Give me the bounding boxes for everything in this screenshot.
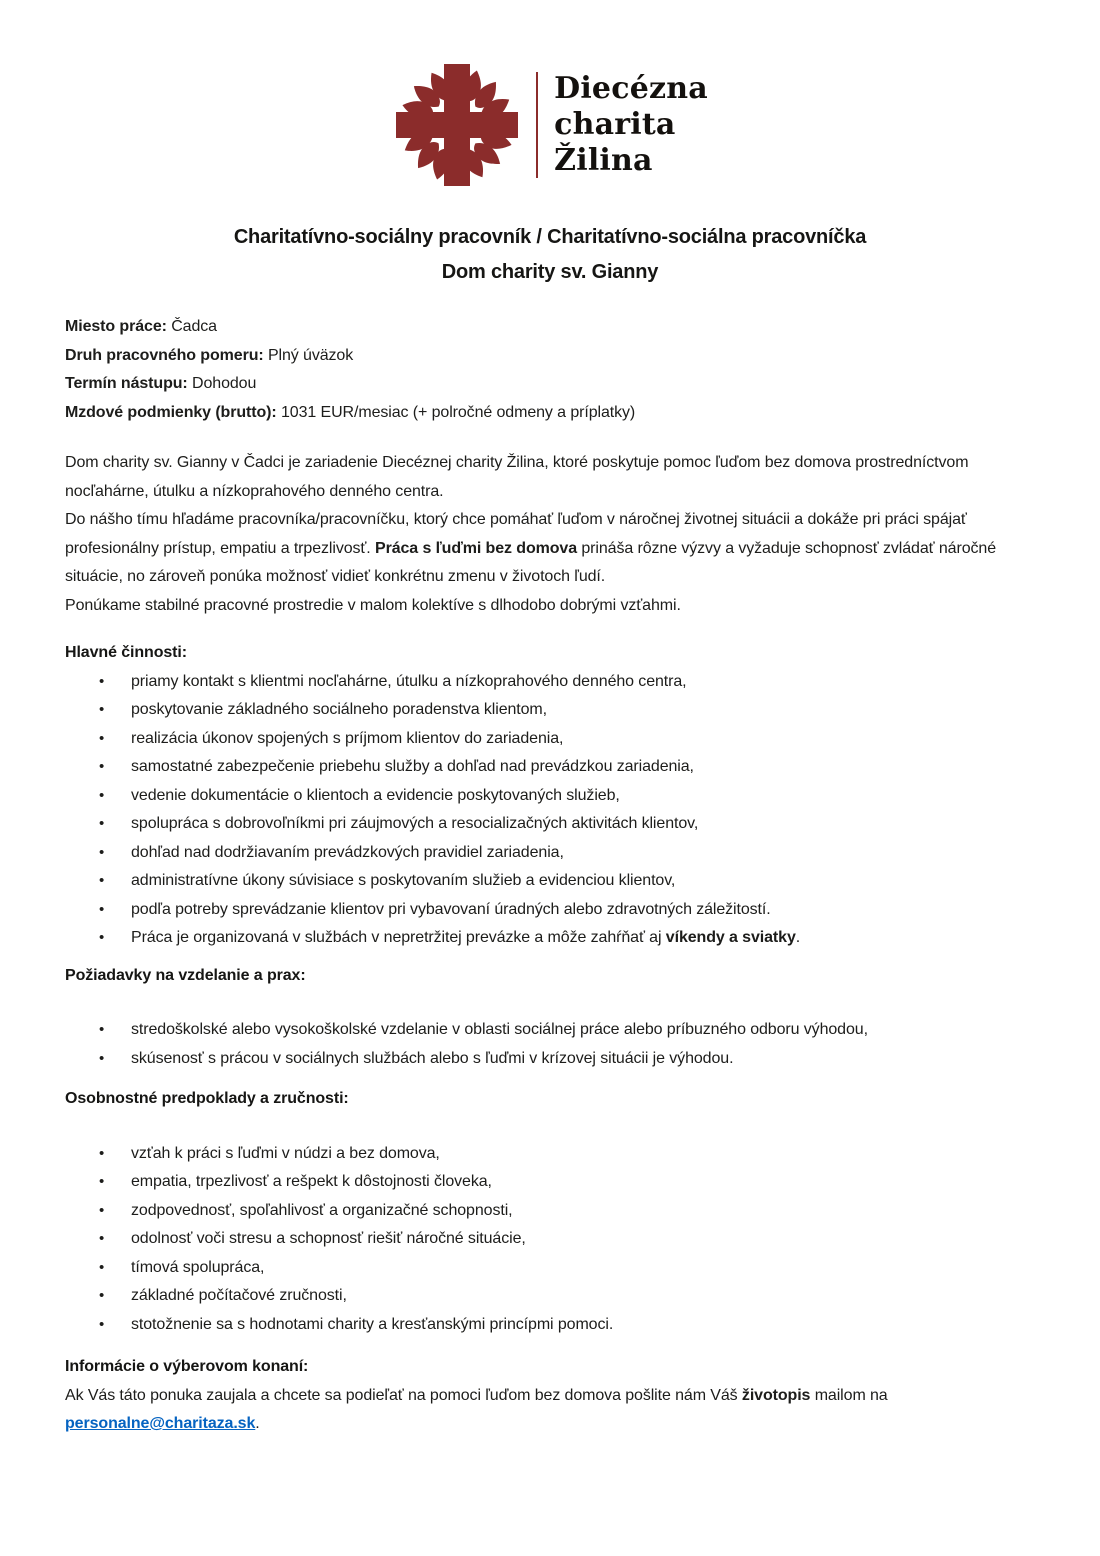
logo-line: Žilina — [554, 143, 653, 178]
detail-row — [65, 313, 1035, 342]
list-item-text: . — [795, 929, 801, 946]
list-item-text: tímová spolupráca, — [131, 1258, 265, 1276]
job-details — [65, 313, 1035, 427]
detail-value: Plný úväzok — [267, 346, 354, 364]
instructions-bold-text: životopis — [741, 1386, 811, 1404]
job-subtitle-line: Dom charity sv. Gianny — [441, 261, 659, 283]
list-item — [65, 839, 1035, 868]
section-heading-requirements: Požiadavky na vzdelanie a prax: — [65, 966, 306, 984]
list-item — [65, 668, 1035, 697]
list-item-text: samostatné zabezpečenie priebehu služby a dohľad nad prevádzkou zariadenia, — [131, 758, 694, 775]
list-item — [65, 1140, 1035, 1169]
logo — [0, 0, 1100, 190]
section-heading-selection-info: Informácie o výberovom konaní: — [65, 1358, 309, 1375]
list-item-text: stredoškolské alebo vysokoškolské vzdelanie v oblasti sociálnej práce alebo príbuzného odboru výhodou, — [131, 1021, 868, 1038]
list-item-text: vzťah k práci s ľuďmi v núdzi a bez domova, — [131, 1144, 440, 1162]
list-item-text: empatia, trpezlivosť a rešpekt k dôstojnosti človeka, — [131, 1173, 492, 1190]
list-item — [65, 1254, 1035, 1283]
activities-list — [65, 668, 1035, 953]
intro-paragraphs — [65, 449, 1035, 620]
list-item — [65, 782, 1035, 811]
list-item — [65, 810, 1035, 839]
personality-list — [65, 1140, 1035, 1340]
instructions-text: . — [255, 1415, 260, 1432]
detail-label: Mzdové podmienky (brutto): — [65, 403, 277, 421]
detail-label: Druh pracovného pomeru: — [65, 346, 264, 364]
intro-text: Ponúkame stabilné pracovné prostredie v malom kolektíve s dlhodobo dobrými vzťahmi. — [65, 596, 681, 614]
list-item — [65, 1282, 1035, 1311]
list-item — [65, 753, 1035, 782]
detail-label: Miesto práce: — [65, 318, 167, 335]
logo-line: Diecézna — [554, 71, 708, 106]
section-heading-activities: Hlavné činnosti: — [65, 644, 187, 661]
intro-bold-text: Práca s ľuďmi bez domova — [375, 539, 578, 557]
list-item-text: administratívne úkony súvisiace s poskytovaním služieb a evidenciou klientov, — [131, 872, 676, 889]
list-item — [65, 1045, 1035, 1074]
list-item-text: skúsenosť s prácou v sociálnych službách alebo s ľuďmi v krízovej situácii je výhodou. — [131, 1049, 734, 1067]
list-item-text: základné počítačové zručnosti, — [131, 1287, 347, 1304]
list-item — [65, 1225, 1035, 1254]
detail-value: Dohodou — [192, 375, 257, 392]
section-heading-personality: Osobnostné predpoklady a zručnosti: — [65, 1090, 349, 1107]
logo-separator — [536, 72, 538, 178]
list-item-text: poskytovanie základného sociálneho poradenstva klientom, — [131, 701, 548, 718]
list-item — [65, 924, 1035, 953]
detail-label: Termín nástupu: — [65, 375, 188, 392]
detail-row — [65, 370, 1035, 399]
list-item-text: Práca je organizovaná v službách v nepretržitej prevázke a môže zahŕňať aj — [131, 929, 666, 946]
list-item-text: zodpovednosť, spoľahlivosť a organizačné schopnosti, — [131, 1201, 513, 1219]
detail-row — [65, 399, 1035, 428]
list-item-text: vedenie dokumentácie o klientoch a evidencie poskytovaných služieb, — [131, 786, 620, 804]
list-item — [65, 1197, 1035, 1226]
application-instructions — [65, 1382, 1035, 1439]
list-item — [65, 1168, 1035, 1197]
list-item-text: spolupráca s dobrovoľníkmi pri záujmových a resocializačných aktivitách klientov, — [131, 815, 699, 832]
list-item-text: dohľad nad dodržiavaním prevádzkových pravidiel zariadenia, — [131, 843, 564, 861]
intro-text: Do nášho tímu hľadáme pracovníka/pracovníčku, ktorý chce pomáhať ľuďom v náročnej životnej situácii a dokáže pri práci spájať profesionálny prístup, empatiu a trpezlivosť. — [65, 511, 967, 557]
logo-wordmark — [554, 71, 708, 179]
instructions-text: mailom na — [810, 1386, 888, 1404]
list-item — [65, 1311, 1035, 1340]
page-title — [65, 220, 1035, 290]
list-item — [65, 725, 1035, 754]
detail-row — [65, 342, 1035, 371]
list-item — [65, 1016, 1035, 1045]
detail-value: Čadca — [171, 318, 217, 335]
list-item — [65, 896, 1035, 925]
caritas-cross-icon — [392, 60, 522, 190]
list-item-text: odolnosť voči stresu a schopnosť riešiť náročné situácie, — [131, 1230, 526, 1247]
email-link[interactable]: personalne@charitaza.sk — [65, 1415, 256, 1432]
intro-text: Dom charity sv. Gianny v Čadci je zariadenie Diecéznej charity Žilina, ktoré poskytuje pomoc ľuďom bez domova prostredníctvom nocľahárne, útulku a nízkoprahového denného centra. — [65, 454, 969, 500]
intro-text: prináša rôzne výzvy a vyžaduje schopnosť zvládať náročné situácie, no zároveň ponúka možnosť vidieť konkrétnu zmenu v životoch ľudí. — [65, 539, 996, 585]
detail-value: 1031 EUR/mesiac (+ polročné odmeny a príplatky) — [280, 403, 636, 421]
logo-line: charita — [554, 107, 676, 142]
list-item — [65, 867, 1035, 896]
list-item-bold-text: víkendy a sviatky — [665, 929, 796, 946]
list-item-text: priamy kontakt s klientmi nocľahárne, útulku a nízkoprahového denného centra, — [131, 672, 687, 690]
list-item-text: realizácia úkonov spojených s príjmom klientov do zariadenia, — [131, 729, 564, 747]
job-title-line: Charitatívno-sociálny pracovník / Charitatívno-sociálna pracovníčka — [233, 226, 867, 248]
instructions-text: Ak Vás táto ponuka zaujala a chcete sa podieľať na pomoci ľuďom bez domova pošlite nám Váš — [65, 1386, 742, 1404]
intro-paragraph — [65, 449, 1035, 506]
intro-paragraph — [65, 506, 1035, 592]
requirements-list — [65, 1016, 1035, 1073]
intro-paragraph — [65, 592, 1035, 621]
document-body — [65, 220, 1035, 1439]
list-item-text: stotožnenie sa s hodnotami charity a kresťanskými princípmi pomoci. — [131, 1315, 614, 1333]
list-item — [65, 696, 1035, 725]
list-item-text: podľa potreby sprevádzanie klientov pri vybavovaní úradných alebo zdravotných záležitostí. — [131, 900, 771, 918]
